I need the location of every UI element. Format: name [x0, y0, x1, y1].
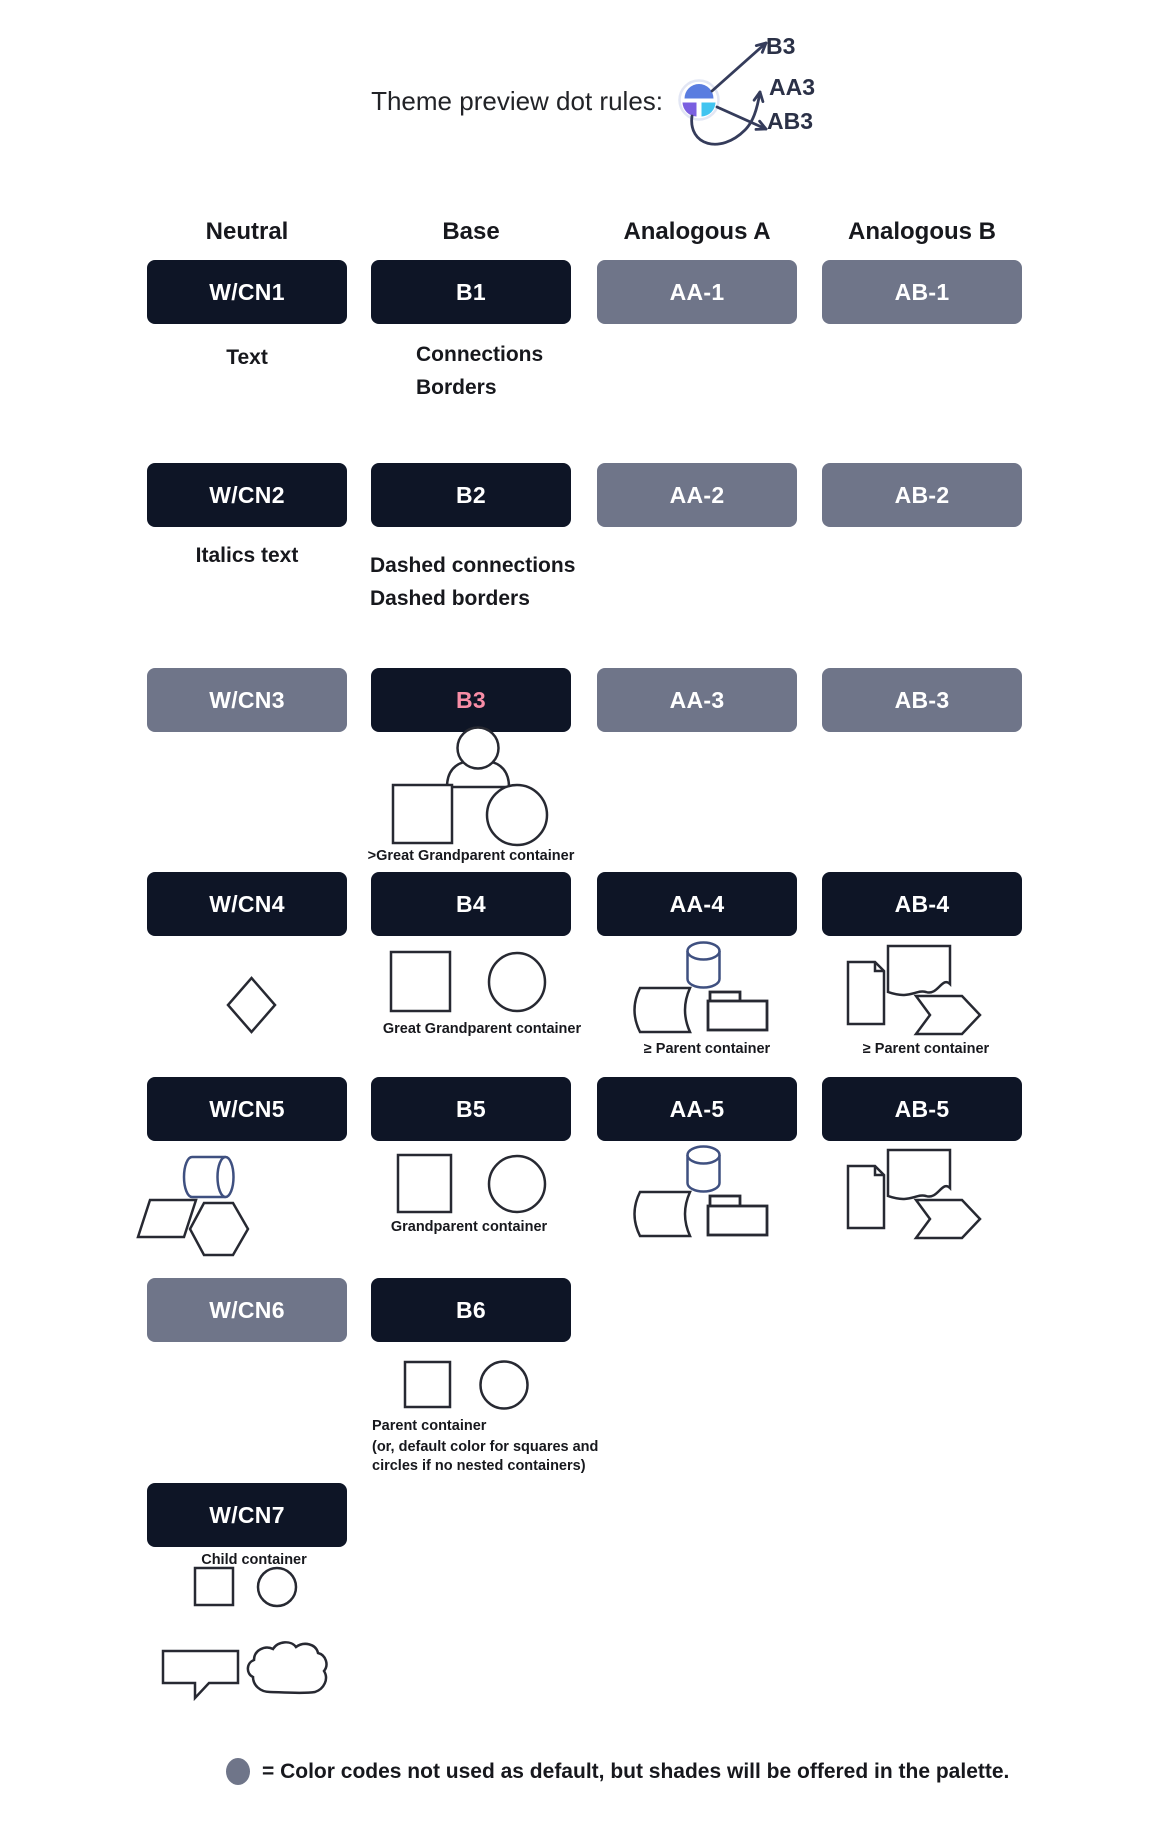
swatch-b3: B3: [371, 668, 571, 732]
page-title: Theme preview dot rules:: [371, 86, 663, 116]
swatch-wcn7: W/CN7: [147, 1483, 347, 1547]
dot-label-b3: B3: [766, 33, 796, 59]
caption-parent-line2: (or, default color for squares and: [372, 1439, 599, 1455]
chevron-icon: [916, 1200, 980, 1238]
swatch-b4: B4: [371, 872, 571, 936]
swatch-wcn6: W/CN6: [147, 1278, 347, 1342]
circle-icon: [481, 1362, 528, 1409]
note-text: Text: [226, 346, 268, 369]
chevron-icon: [916, 996, 980, 1034]
cloud-icon: [248, 1642, 327, 1693]
wavy-document-icon: [888, 1150, 950, 1199]
hexagon-icon: [190, 1203, 248, 1255]
swatch-aa3: AA-3: [597, 668, 797, 732]
caption-child-container: Child container: [201, 1552, 307, 1568]
b6-shape-cluster: [399, 1356, 534, 1412]
swatch-wcn1: W/CN1: [147, 260, 347, 324]
swatch-ab5: AB-5: [822, 1077, 1022, 1141]
note-italics-text: Italics text: [195, 544, 299, 567]
caption-great-grandparent: Great Grandparent container: [382, 1021, 582, 1037]
square-icon: [195, 1568, 233, 1605]
parallelogram-icon: [138, 1200, 196, 1237]
swatch-wcn5: W/CN5: [147, 1077, 347, 1141]
swatch-b2: B2: [371, 463, 571, 527]
card-body-icon: [708, 1001, 767, 1030]
caption-great-grandparent-gt: >Great Grandparent container: [367, 848, 575, 864]
caption-ab4-parent: ≥ Parent container: [862, 1041, 990, 1057]
stored-data-icon: [635, 988, 691, 1032]
wcn4-shape-cluster: [222, 972, 282, 1038]
footnote-text: = Color codes not used as default, but shades will be offered in the palette.: [262, 1760, 1010, 1783]
circle-icon: [489, 1156, 545, 1212]
card-body-icon: [708, 1206, 767, 1235]
caption-parent-line3: circles if no nested containers): [372, 1458, 586, 1474]
note-dashed-borders: Dashed borders: [370, 587, 530, 610]
swatch-aa1: AA-1: [597, 260, 797, 324]
wavy-document-icon: [888, 946, 950, 995]
column-header-analogous-a: Analogous A: [623, 218, 771, 245]
cylinder-top-icon: [688, 1147, 720, 1164]
horizontal-cylinder-cap-icon: [218, 1157, 234, 1197]
caption-grandparent: Grandparent container: [390, 1219, 548, 1235]
circle-icon: [487, 785, 547, 845]
dot-label-aa3: AA3: [769, 74, 816, 100]
ab4-shape-cluster: [840, 940, 990, 1040]
theme-dot-diagram: [650, 15, 850, 165]
square-icon: [398, 1155, 451, 1212]
arrow-to-ab3: [717, 107, 766, 129]
wcn7-shape-cluster: [189, 1562, 304, 1610]
swatch-ab3: AB-3: [822, 668, 1022, 732]
speech-bubble-icon: [163, 1651, 238, 1698]
circle-icon: [258, 1568, 296, 1606]
wcn7-bubble-cloud-cluster: [157, 1637, 337, 1707]
dot-label-ab3: AB3: [767, 108, 814, 134]
circle-icon: [489, 953, 545, 1011]
caption-parent-line1: Parent container: [372, 1418, 487, 1434]
note-borders: Borders: [416, 376, 497, 399]
aa4-shape-cluster: [626, 936, 776, 1036]
footnote-dot: [226, 1758, 250, 1785]
swatch-b5: B5: [371, 1077, 571, 1141]
column-header-analogous-b: Analogous B: [848, 218, 996, 245]
swatch-b1: B1: [371, 260, 571, 324]
note-dashed-connections: Dashed connections: [370, 554, 576, 577]
swatch-wcn2: W/CN2: [147, 463, 347, 527]
swatch-aa2: AA-2: [597, 463, 797, 527]
arrow-to-b3: [712, 43, 766, 91]
swatch-ab4: AB-4: [822, 872, 1022, 936]
note-connections: Connections: [416, 343, 544, 366]
b5-shape-cluster: [392, 1149, 552, 1217]
stored-data-icon: [635, 1192, 691, 1236]
b4-shape-cluster: [385, 946, 555, 1016]
cylinder-top-icon: [688, 943, 720, 960]
ab5-shape-cluster: [840, 1144, 990, 1244]
column-header-base: Base: [442, 218, 500, 245]
person-head-icon: [458, 728, 499, 769]
swatch-b6: B6: [371, 1278, 571, 1342]
swatch-aa5: AA-5: [597, 1077, 797, 1141]
wcn5-shape-cluster: [132, 1143, 257, 1261]
diamond-icon: [228, 978, 275, 1032]
dot-segment-base: [685, 84, 714, 98]
column-header-neutral: Neutral: [205, 218, 289, 245]
square-icon: [393, 785, 452, 843]
aa5-shape-cluster: [626, 1140, 776, 1240]
swatch-ab1: AB-1: [822, 260, 1022, 324]
swatch-wcn3: W/CN3: [147, 668, 347, 732]
swatch-wcn4: W/CN4: [147, 872, 347, 936]
swatch-aa4: AA-4: [597, 872, 797, 936]
swatch-ab2: AB-2: [822, 463, 1022, 527]
caption-aa4-parent: ≥ Parent container: [643, 1041, 771, 1057]
square-icon: [391, 952, 450, 1011]
square-icon: [405, 1362, 450, 1407]
